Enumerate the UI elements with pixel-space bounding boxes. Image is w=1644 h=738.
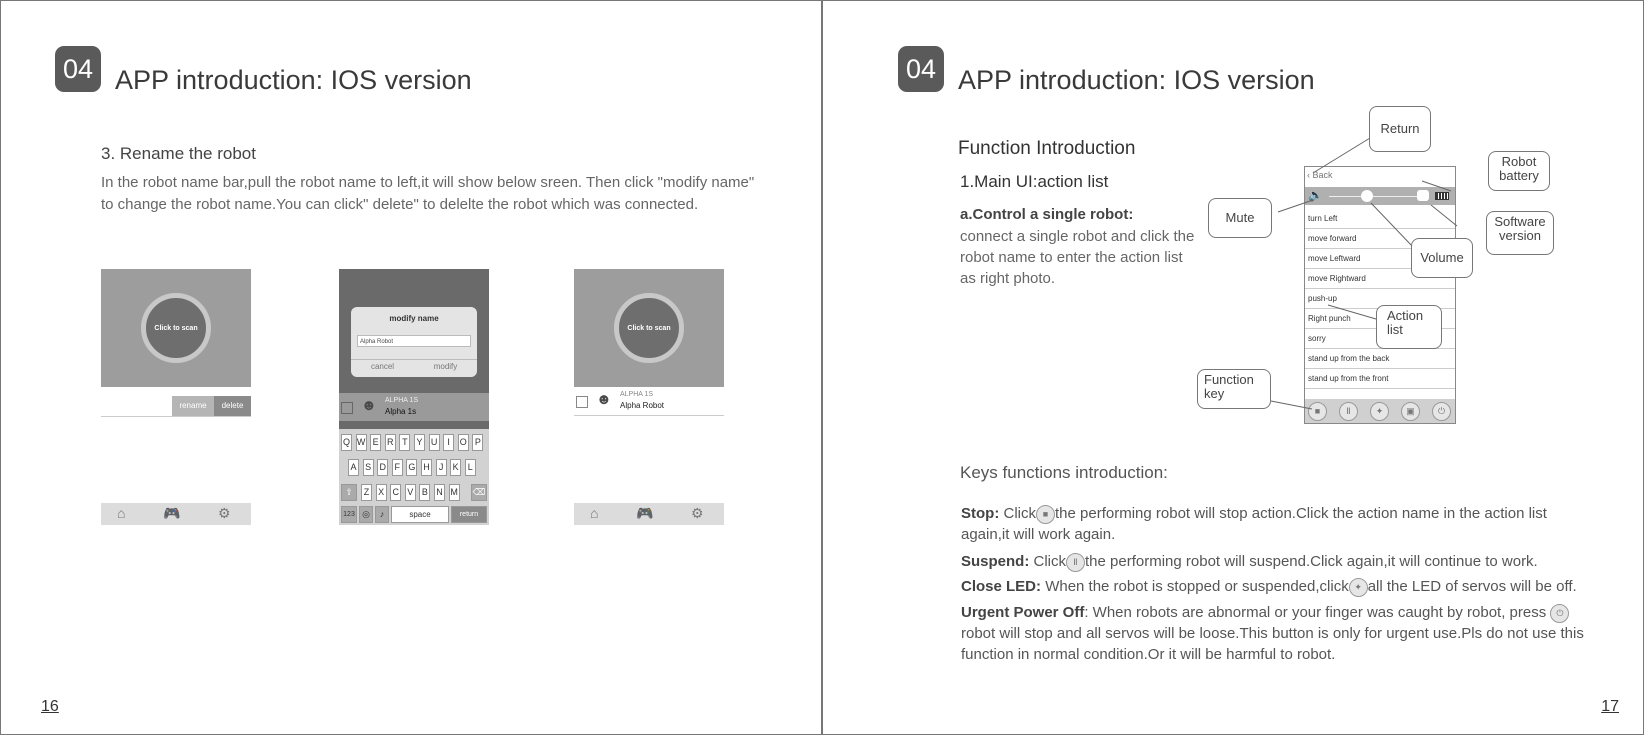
left-page bbox=[0, 0, 822, 735]
dialog-title: modify name bbox=[389, 314, 439, 323]
key-s[interactable]: S bbox=[363, 459, 374, 476]
key-d[interactable]: D bbox=[377, 459, 388, 476]
led-icon[interactable]: ✦ bbox=[1370, 402, 1389, 421]
scan-area bbox=[101, 269, 251, 387]
action-item[interactable]: move forward bbox=[1305, 229, 1455, 249]
action-item[interactable]: sorry bbox=[1305, 329, 1455, 349]
stop-icon[interactable]: ■ bbox=[1308, 402, 1327, 421]
function-key-bar bbox=[1305, 399, 1455, 423]
callout-robot-battery: Robot battery bbox=[1488, 151, 1550, 191]
phone-screenshot-renamed bbox=[574, 269, 724, 525]
description-line-2: to change the robot name.You can click" delete" to delelte the robot which was connected. bbox=[101, 196, 699, 213]
key-i[interactable]: I bbox=[443, 434, 454, 451]
rename-button[interactable]: rename bbox=[172, 396, 214, 416]
suspend-label: Suspend: bbox=[961, 553, 1030, 570]
action-item[interactable]: move Rightward bbox=[1305, 269, 1455, 289]
led-description bbox=[961, 576, 1621, 597]
dialog-divider bbox=[351, 359, 477, 360]
page-number: 16 bbox=[41, 698, 59, 715]
power-icon[interactable]: ⏻ bbox=[1432, 402, 1451, 421]
scan-button[interactable] bbox=[614, 293, 684, 363]
version-icon[interactable] bbox=[1417, 190, 1429, 201]
page-title: APP introduction: IOS version bbox=[115, 65, 472, 95]
key-f[interactable]: F bbox=[392, 459, 403, 476]
urgent-text-1: : When robots are abnormal or your finger was caught by robot, press bbox=[1084, 604, 1547, 621]
description-line-1: In the robot name bar,pull the robot name to left,it will show below sreen. Then click "modify name" bbox=[101, 174, 755, 191]
led-label: Close LED: bbox=[961, 578, 1042, 595]
key-b[interactable]: B bbox=[419, 484, 430, 501]
home-icon[interactable]: ⌂ bbox=[590, 505, 599, 521]
robot-model: ALPHA 1S bbox=[385, 397, 419, 404]
key-q[interactable]: Q bbox=[341, 434, 352, 451]
page-title: APP introduction: IOS version bbox=[958, 65, 1315, 95]
urgent-description bbox=[961, 602, 1601, 623]
home-icon[interactable]: ⌂ bbox=[117, 505, 126, 521]
key-j[interactable]: J bbox=[436, 459, 447, 476]
key-z[interactable]: Z bbox=[361, 484, 372, 501]
callout-function-key: Function key bbox=[1197, 369, 1271, 409]
key-c[interactable]: C bbox=[390, 484, 401, 501]
phone-screenshot-rename bbox=[101, 269, 251, 525]
led-text-2: all the LED of servos will be off. bbox=[1367, 578, 1577, 595]
control-text-1: connect a single robot and click the bbox=[960, 228, 1195, 245]
urgent-text-2: robot will stop and all servos will be loose.This button is only for urgent use.Pls do not use this bbox=[961, 625, 1584, 642]
callout-action-list: Action list bbox=[1376, 305, 1442, 349]
stop-icon: ■ bbox=[1036, 505, 1055, 524]
shift-key[interactable]: ⇧ bbox=[341, 484, 357, 501]
key-u[interactable]: U bbox=[429, 434, 440, 451]
key-h[interactable]: H bbox=[421, 459, 432, 476]
stop-click-text: Click bbox=[1003, 505, 1036, 522]
section-badge: 04 bbox=[55, 46, 101, 92]
space-key[interactable]: space bbox=[391, 506, 449, 523]
urgent-text-3: function in normal condition.Or it will be harmful to robot. bbox=[961, 646, 1336, 663]
scan-label: Click to scan bbox=[154, 325, 198, 332]
stop-label: Stop: bbox=[961, 505, 1000, 522]
pause-icon[interactable]: Ⅱ bbox=[1339, 402, 1358, 421]
speaker-icon[interactable]: 🔈 bbox=[1308, 188, 1323, 202]
volume-slider-knob[interactable] bbox=[1361, 190, 1373, 202]
right-page bbox=[822, 0, 1644, 735]
back-button[interactable]: ‹ Back bbox=[1307, 170, 1333, 180]
gamepad-icon[interactable]: 🎮 bbox=[636, 505, 654, 521]
robot-model: ALPHA 1S bbox=[620, 391, 654, 398]
scan-button[interactable] bbox=[141, 293, 211, 363]
key-r[interactable]: R bbox=[385, 434, 396, 451]
gear-icon[interactable]: ⚙ bbox=[691, 505, 704, 521]
urgent-label: Urgent Power Off bbox=[961, 604, 1085, 621]
suspend-click-text: Click bbox=[1033, 553, 1067, 570]
stop-description bbox=[961, 503, 1601, 524]
volume-track bbox=[1329, 196, 1427, 197]
tab-bar bbox=[574, 503, 724, 525]
key-v[interactable]: V bbox=[405, 484, 416, 501]
led-icon: ✦ bbox=[1349, 578, 1368, 597]
action-item[interactable]: move Leftward bbox=[1305, 249, 1455, 269]
action-item[interactable]: Right punch bbox=[1305, 309, 1455, 329]
main-ui-heading: 1.Main UI:action list bbox=[960, 172, 1109, 191]
keys-heading: Keys functions introduction: bbox=[960, 463, 1168, 482]
stop-text-2: again,it will work again. bbox=[961, 526, 1116, 543]
gamepad-icon[interactable]: 🎮 bbox=[163, 505, 181, 521]
section-badge: 04 bbox=[898, 46, 944, 92]
callout-mute: Mute bbox=[1208, 198, 1272, 238]
back-label: Back bbox=[1312, 170, 1333, 180]
key-g[interactable]: G bbox=[406, 459, 417, 476]
suspend-text: the performing robot will suspend.Click again,it will continue to work. bbox=[1085, 553, 1538, 570]
modify-button[interactable]: modify bbox=[433, 362, 458, 371]
callout-software-version: Software version bbox=[1486, 211, 1554, 255]
name-input[interactable]: Alpha Robot bbox=[357, 335, 471, 347]
led-text-1: When the robot is stopped or suspended,click bbox=[1045, 578, 1349, 595]
action-item[interactable]: stand up from the back bbox=[1305, 349, 1455, 369]
callout-volume: Volume bbox=[1411, 238, 1473, 278]
phone-screenshot-modify bbox=[339, 269, 489, 525]
backspace-key[interactable]: ⌫ bbox=[471, 484, 487, 501]
scan-label: Click to scan bbox=[627, 325, 671, 332]
page-number: 17 bbox=[1601, 698, 1619, 715]
power-icon: ⏻ bbox=[1550, 604, 1569, 623]
keyboard bbox=[339, 429, 489, 525]
robot-name: Alpha Robot bbox=[620, 401, 665, 410]
action-item[interactable]: push-up bbox=[1305, 289, 1455, 309]
control-text-3: as right photo. bbox=[960, 270, 1056, 287]
robot-name: Alpha 1s bbox=[385, 407, 417, 416]
key-n[interactable]: N bbox=[434, 484, 445, 501]
callout-return: Return bbox=[1369, 106, 1431, 152]
key-e[interactable]: E bbox=[370, 434, 381, 451]
key-l[interactable]: L bbox=[465, 459, 476, 476]
function-heading: Function Introduction bbox=[958, 138, 1136, 159]
cancel-button[interactable]: cancel bbox=[370, 362, 395, 371]
pause-icon: Ⅱ bbox=[1066, 553, 1085, 572]
key-y[interactable]: Y bbox=[414, 434, 425, 451]
control-heading: a.Control a single robot: bbox=[960, 206, 1134, 223]
action-item[interactable]: turn Left bbox=[1305, 209, 1455, 229]
stop-text-1: the performing robot will stop action.Click the action name in the action list bbox=[1055, 505, 1547, 522]
action-item[interactable]: stand up from the front bbox=[1305, 369, 1455, 389]
robot-row bbox=[339, 393, 489, 421]
app-screenshot bbox=[1304, 166, 1456, 424]
robot-checkbox[interactable] bbox=[576, 396, 588, 408]
key-x[interactable]: X bbox=[376, 484, 387, 501]
robot-checkbox[interactable] bbox=[341, 402, 353, 414]
key-k[interactable]: K bbox=[450, 459, 461, 476]
key-w[interactable]: W bbox=[356, 434, 367, 451]
cart-icon[interactable]: ▣ bbox=[1401, 402, 1420, 421]
key-t[interactable]: T bbox=[399, 434, 410, 451]
gear-icon[interactable]: ⚙ bbox=[218, 505, 231, 521]
globe-icon[interactable]: ◎ bbox=[359, 506, 373, 523]
robot-avatar-icon: ☻ bbox=[596, 391, 612, 408]
tab-bar bbox=[101, 503, 251, 525]
key-p[interactable]: P bbox=[472, 434, 483, 451]
key-m[interactable]: M bbox=[449, 484, 460, 501]
section-heading: 3. Rename the robot bbox=[101, 144, 256, 163]
key-o[interactable]: O bbox=[458, 434, 469, 451]
return-key[interactable]: return bbox=[451, 506, 487, 523]
microphone-icon[interactable]: ♪ bbox=[375, 506, 389, 523]
modify-dialog bbox=[351, 307, 477, 377]
scan-area bbox=[574, 269, 724, 387]
key-a[interactable]: A bbox=[348, 459, 359, 476]
robot-row[interactable] bbox=[574, 387, 724, 416]
control-text-2: robot name to enter the action list bbox=[960, 249, 1183, 266]
suspend-description bbox=[961, 551, 1601, 572]
numbers-key[interactable]: 123 bbox=[341, 506, 357, 523]
control-bar bbox=[1305, 187, 1455, 205]
delete-button[interactable]: delete bbox=[214, 396, 251, 416]
battery-icon bbox=[1435, 192, 1449, 200]
robot-avatar-icon: ☻ bbox=[361, 397, 377, 414]
